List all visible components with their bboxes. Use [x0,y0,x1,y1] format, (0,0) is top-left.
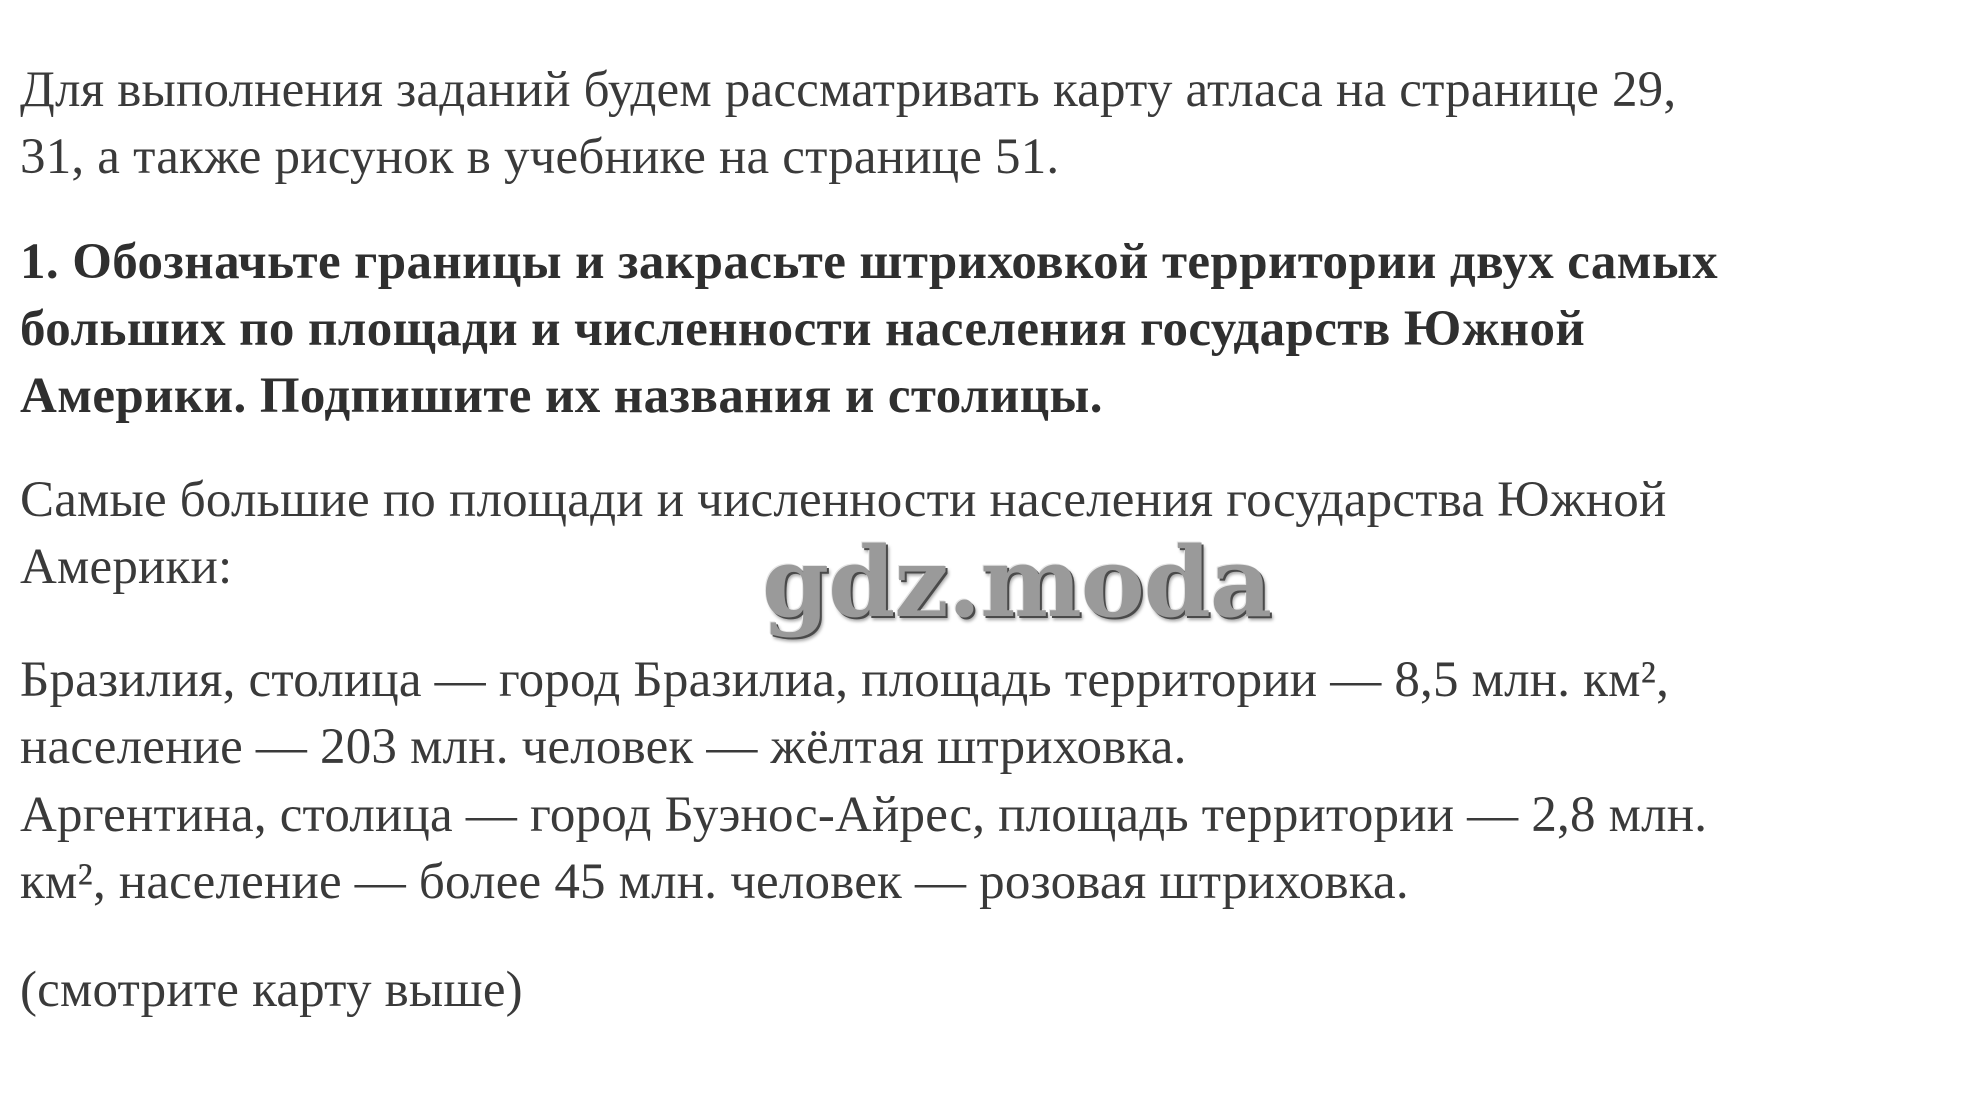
answer-intro-line-2: Америки: [20,539,233,595]
brazil-line-2: население — 203 млн. человек — жёлтая штриховка. [20,719,1187,775]
note-text: (смотрите карту выше) [20,962,523,1018]
task-line-2: больших по площади и численности населения государств Южной [20,301,1586,357]
argentina-line-1: Аргентина, столица — город Буэнос-Айрес, площадь территории — 2,8 млн. [20,787,1708,843]
brazil-line-1: Бразилия, столица — город Бразилиа, площадь территории — 8,5 млн. км², [20,652,1670,708]
intro-line-1: Для выполнения заданий будем рассматривать карту атласа на странице 29, [20,62,1677,118]
answer-intro-line-1: Самые большие по площади и численности населения государства Южной [20,472,1667,528]
argentina-line-2: км², население — более 45 млн. человек — розовая штриховка. [20,854,1409,910]
task-line-3: Америки. Подпишите их названия и столицы. [20,368,1103,424]
watermark-logo: gdz.moda [762,526,1272,639]
task-line-1: 1. Обозначьте границы и закрасьте штриховкой территории двух самых [20,234,1719,290]
intro-line-2: 31, а также рисунок в учебнике на странице 51. [20,129,1060,185]
